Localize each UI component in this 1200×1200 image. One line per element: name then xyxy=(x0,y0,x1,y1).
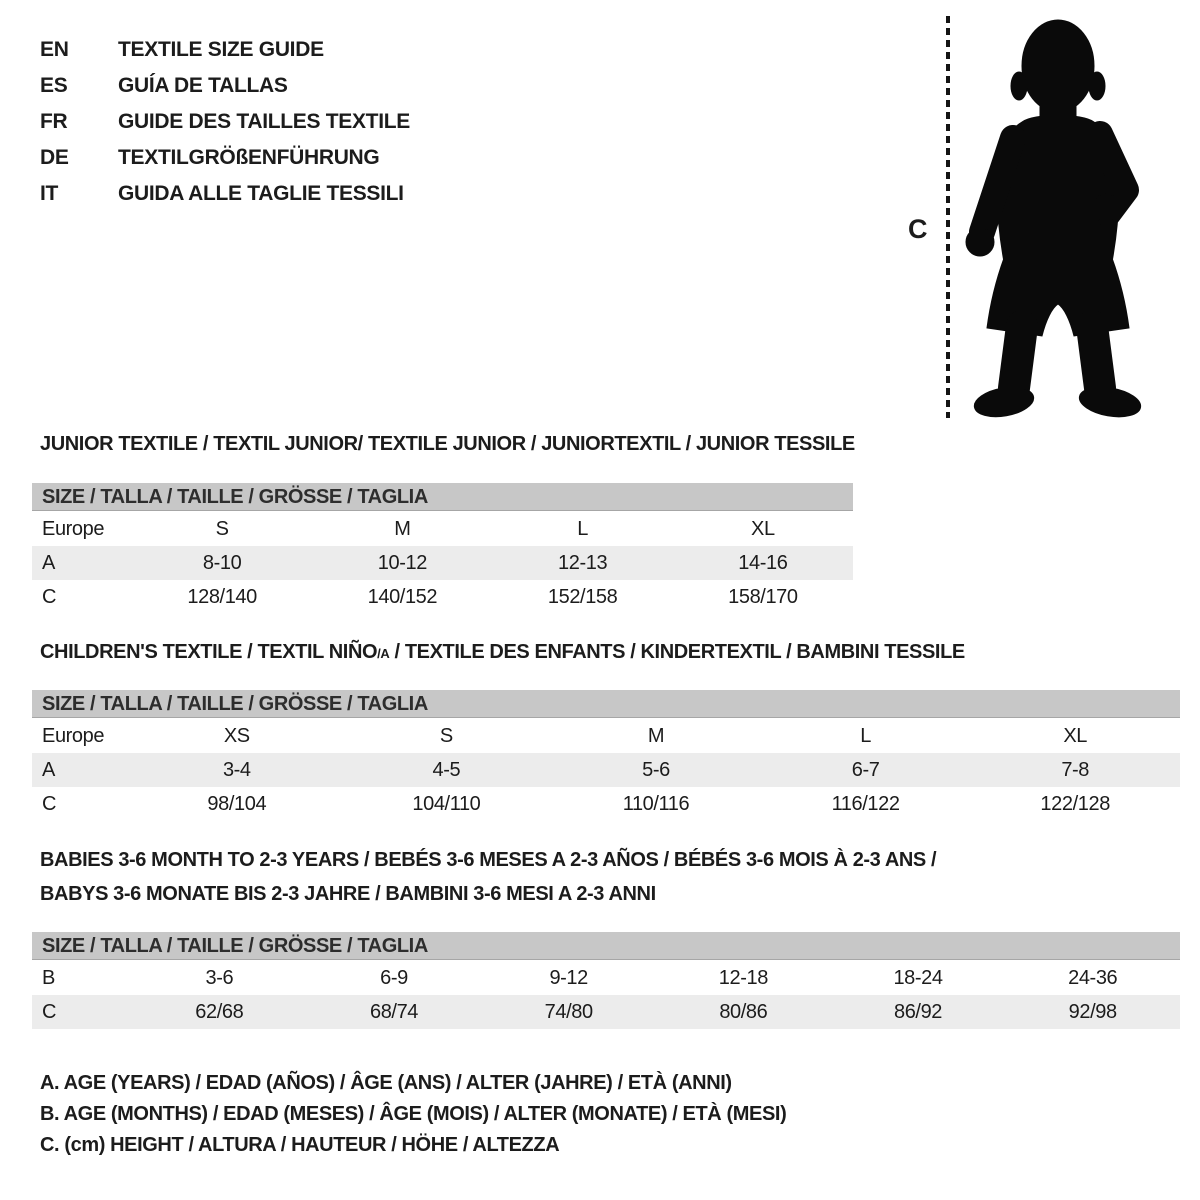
language-row xyxy=(40,32,410,68)
table-cell: 122/128 xyxy=(1040,793,1110,815)
section-title-text: JUNIOR TEXTILE / TEXTIL JUNIOR/ TEXTILE JUNIOR / JUNIORTEXTIL / JUNIOR TESSILE xyxy=(40,433,855,455)
table-row xyxy=(32,753,1180,787)
language-label: GUIDE DES TAILLES TEXTILE xyxy=(118,110,410,133)
language-code: FR xyxy=(40,110,68,133)
language-code: EN xyxy=(40,38,69,61)
language-row xyxy=(40,68,410,104)
table-cell: L xyxy=(860,725,871,747)
table-row xyxy=(32,961,1180,995)
section-title-line2: BABYS 3-6 MONATE BIS 2-3 JAHRE / BAMBINI 3-6 MESI A 2-3 ANNI xyxy=(40,883,656,905)
row-label: Europe xyxy=(42,518,105,540)
table-cell: 12-13 xyxy=(558,552,608,574)
language-label: GUIDA ALLE TAGLIE TESSILI xyxy=(118,182,404,205)
table-cell: 12-18 xyxy=(718,967,768,989)
size-header-label: SIZE / TALLA / TAILLE / GRÖSSE / TAGLIA xyxy=(42,935,428,957)
size-header-bar-children xyxy=(32,690,1180,718)
language-label: TEXTILE SIZE GUIDE xyxy=(118,38,324,61)
babies-size-table xyxy=(32,961,1180,1029)
section-title-text: BABIES 3-6 MONTH TO 2-3 YEARS / BEBÉS 3-6 MESES A 2-3 AÑOS / BÉBÉS 3-6 MOIS À 2-3 ANS / xyxy=(40,849,937,871)
table-cell: 86/92 xyxy=(893,1001,943,1023)
legend-line: B. AGE (MONTHS) / EDAD (MESES) / ÂGE (MOIS) / ALTER (MONATE) / ETÀ (MESI) xyxy=(40,1103,787,1125)
size-header-bar-babies xyxy=(32,932,1180,960)
table-cell: 80/86 xyxy=(719,1001,768,1023)
legend-line: A. AGE (YEARS) / EDAD (AÑOS) / ÂGE (ANS) / ALTER (JAHRE) / ETÀ (ANNI) xyxy=(40,1072,732,1094)
language-code: DE xyxy=(40,146,69,169)
table-row xyxy=(32,512,853,546)
table-row xyxy=(32,719,1180,753)
size-header-label: SIZE / TALLA / TAILLE / GRÖSSE / TAGLIA xyxy=(42,693,428,715)
table-cell: 104/110 xyxy=(412,793,481,815)
table-cell: 4-5 xyxy=(432,759,461,781)
table-row xyxy=(32,787,1180,821)
table-cell: XL xyxy=(751,518,775,540)
table-cell: 68/74 xyxy=(369,1001,419,1023)
legend-line: C. (cm) HEIGHT / ALTURA / HAUTEUR / HÖHE / ALTEZZA xyxy=(40,1134,560,1156)
table-cell: 7-8 xyxy=(1061,759,1090,781)
language-label: TEXTILGRÖßENFÜHRUNG xyxy=(118,146,380,169)
row-label: A xyxy=(42,759,55,781)
table-row xyxy=(32,580,853,614)
language-code: IT xyxy=(40,182,59,205)
table-cell: M xyxy=(647,725,665,747)
section-title-text: CHILDREN'S TEXTILE / TEXTIL NIÑO xyxy=(40,641,378,663)
section-title-junior xyxy=(40,428,855,462)
table-row xyxy=(32,546,853,580)
table-cell: 110/116 xyxy=(622,793,690,815)
size-header-label: SIZE / TALLA / TAILLE / GRÖSSE / TAGLIA xyxy=(42,486,428,508)
table-cell: S xyxy=(439,725,453,747)
table-cell: L xyxy=(577,518,588,540)
table-cell: 6-9 xyxy=(380,967,408,989)
table-cell: 10-12 xyxy=(377,552,427,574)
table-cell: 116/122 xyxy=(831,793,900,815)
language-label: GUÍA DE TALLAS xyxy=(118,74,288,97)
row-label: B xyxy=(42,967,55,989)
table-cell: 3-6 xyxy=(205,967,234,989)
table-cell: 5-6 xyxy=(642,759,670,781)
table-cell: 158/170 xyxy=(728,586,798,608)
table-cell: S xyxy=(215,518,229,540)
language-row xyxy=(40,140,410,176)
size-header-bar-junior xyxy=(32,483,853,511)
table-cell: 92/98 xyxy=(1068,1001,1117,1023)
table-cell: M xyxy=(394,518,411,540)
height-measure-dashed-line xyxy=(946,16,950,418)
table-cell: XS xyxy=(223,725,250,747)
language-list xyxy=(40,32,410,212)
table-cell: 18-24 xyxy=(893,967,943,989)
language-code: ES xyxy=(40,74,68,97)
language-row xyxy=(40,104,410,140)
table-cell: 74/80 xyxy=(544,1001,593,1023)
table-cell: 14-16 xyxy=(738,552,788,574)
junior-size-table xyxy=(32,512,853,614)
children-size-table xyxy=(32,719,1180,821)
toddler-silhouette-icon xyxy=(958,10,1153,425)
table-cell: 140/152 xyxy=(367,586,438,608)
row-label: C xyxy=(42,1001,57,1023)
table-cell: 8-10 xyxy=(202,552,242,574)
table-cell: XL xyxy=(1063,725,1087,747)
height-measure-label: C xyxy=(908,214,928,244)
row-label: Europe xyxy=(42,725,105,747)
section-title-babies xyxy=(40,844,936,911)
table-cell: 3-4 xyxy=(222,759,251,781)
section-title-children xyxy=(40,636,965,670)
section-title-subscript: /A xyxy=(377,646,390,661)
table-cell: 128/140 xyxy=(187,586,257,608)
table-cell: 62/68 xyxy=(195,1001,244,1023)
row-label: C xyxy=(42,586,57,608)
table-cell: 9-12 xyxy=(549,967,588,989)
row-label: A xyxy=(42,552,55,574)
legend xyxy=(40,1068,786,1161)
language-row xyxy=(40,176,410,212)
table-row xyxy=(32,995,1180,1029)
row-label: C xyxy=(42,793,57,815)
table-cell: 6-7 xyxy=(851,759,880,781)
section-title-text-tail: / TEXTILE DES ENFANTS / KINDERTEXTIL / BAMBINI TESSILE xyxy=(389,641,965,663)
table-cell: 24-36 xyxy=(1068,967,1118,989)
table-cell: 152/158 xyxy=(547,586,618,608)
table-cell: 98/104 xyxy=(207,793,267,815)
